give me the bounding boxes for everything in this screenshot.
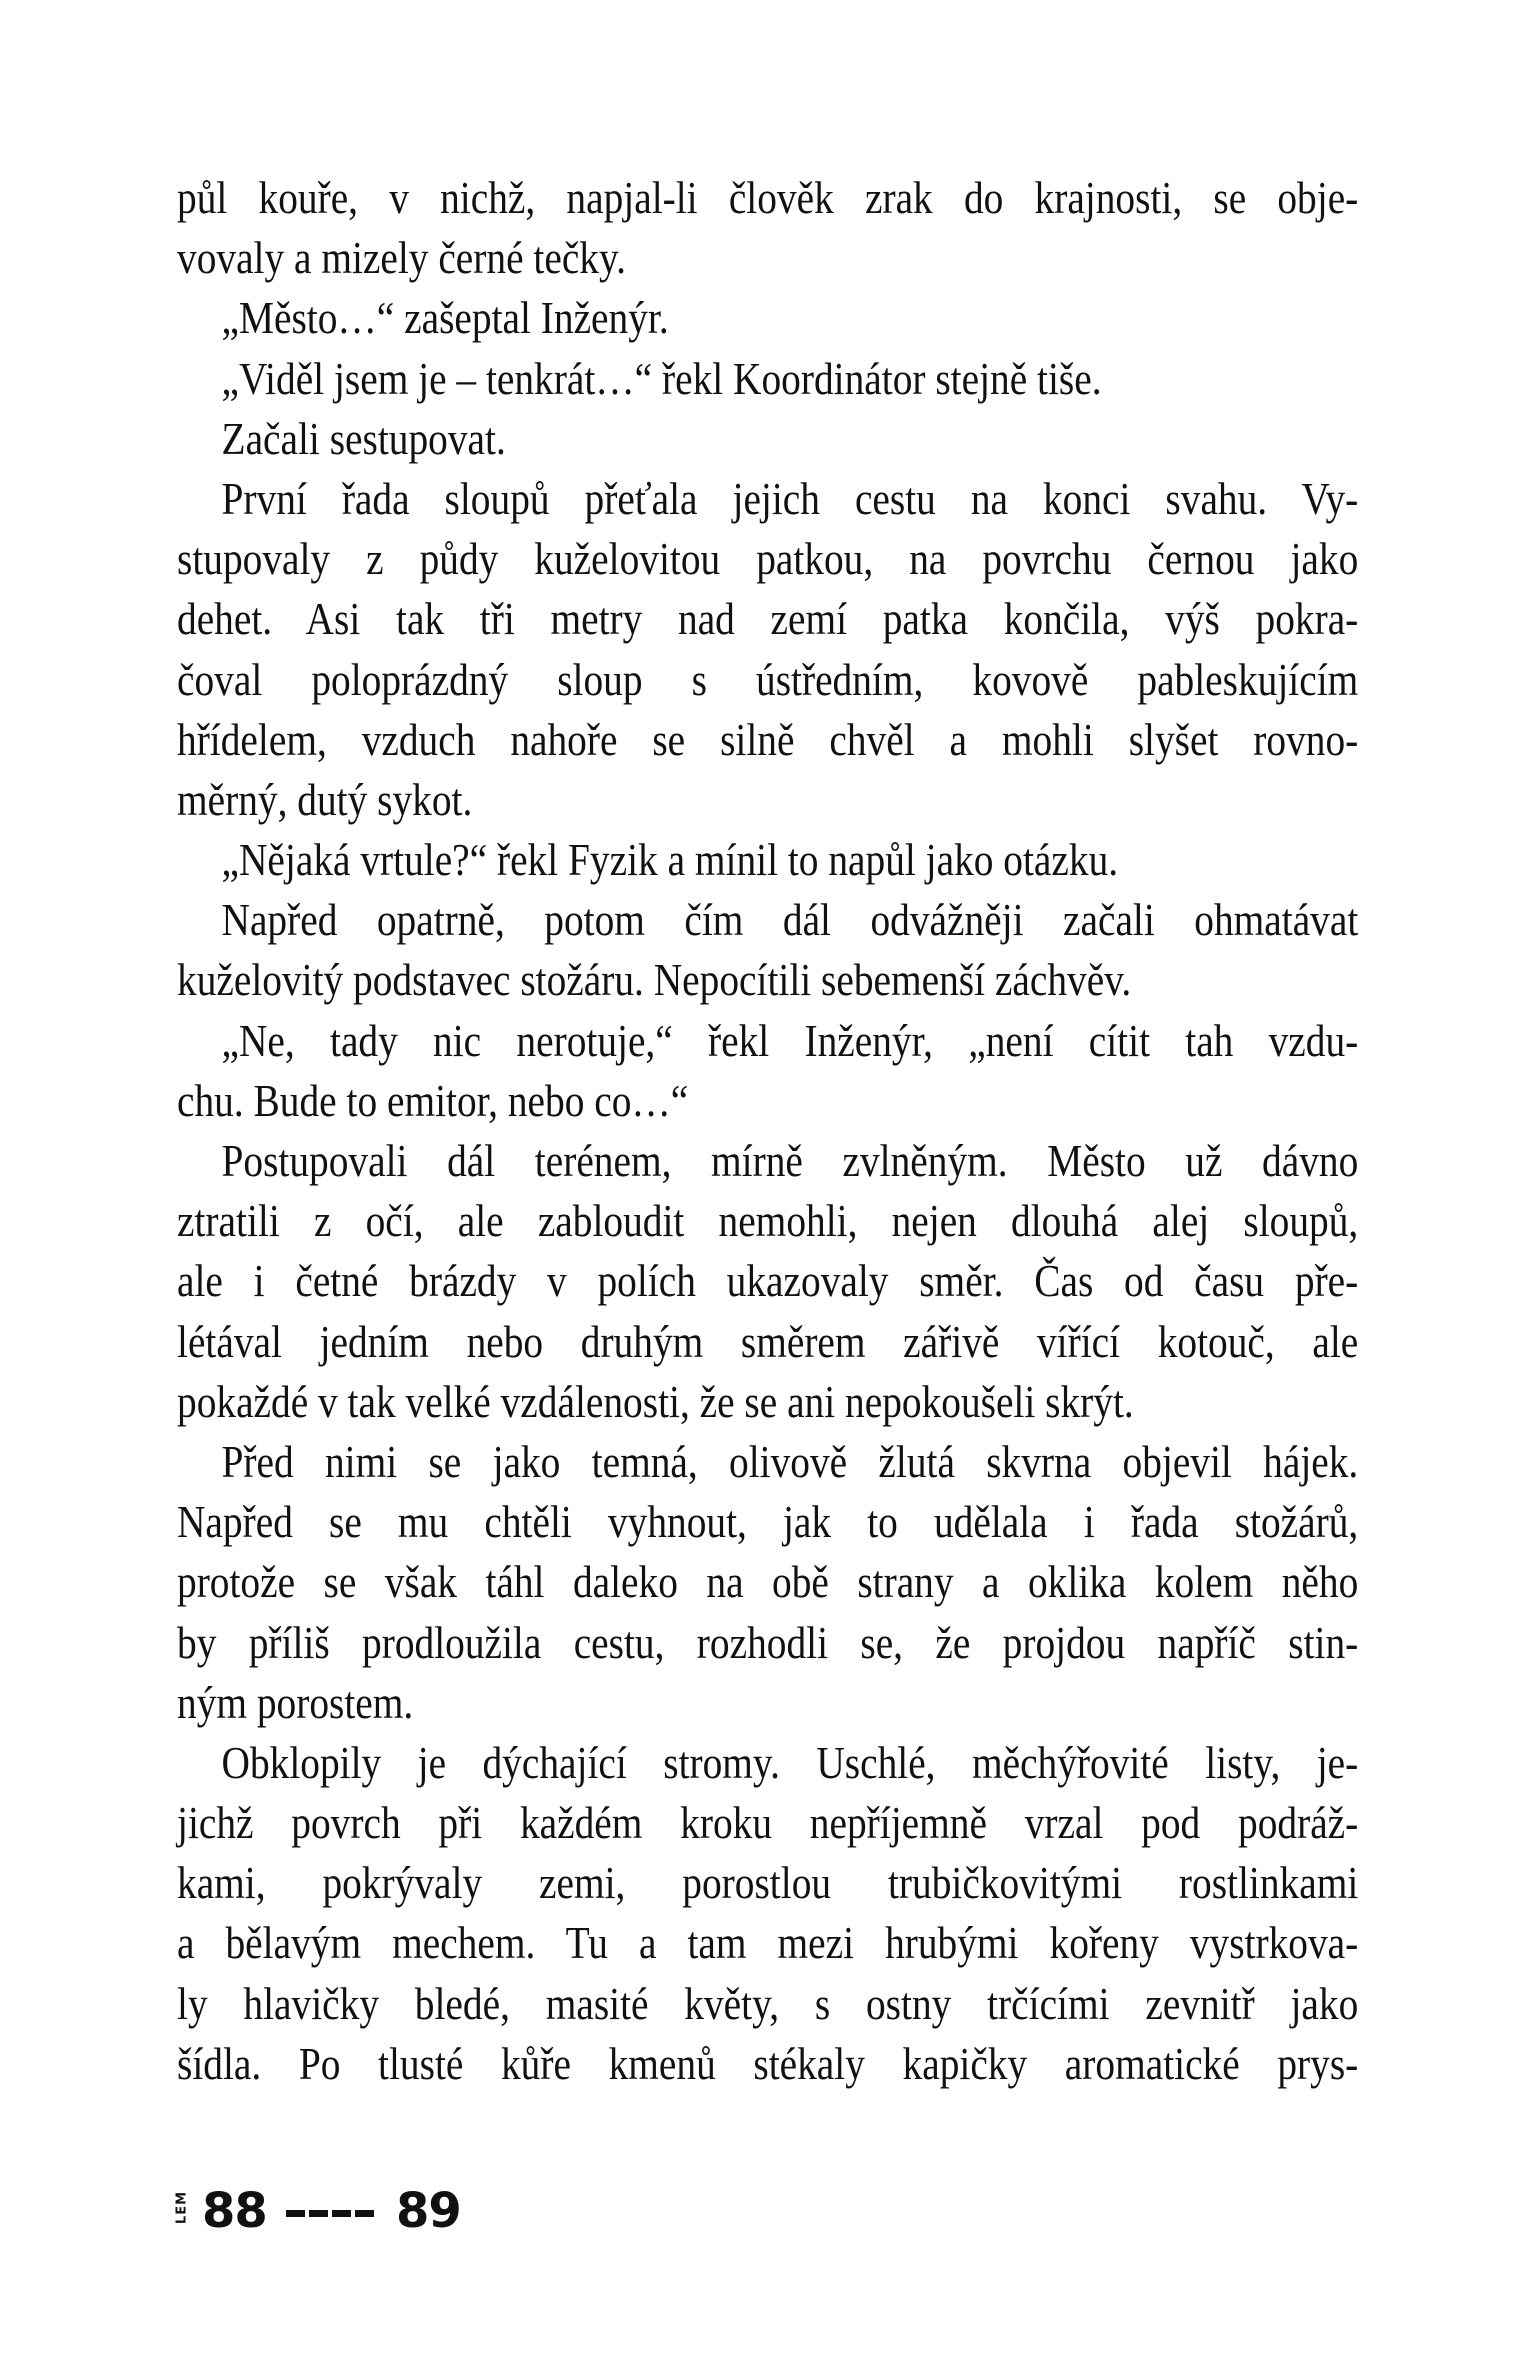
- text-line: „Město…“ zašeptal Inženýr.: [221, 292, 669, 344]
- text-line: protože se však táhl daleko na obě strany a oklika kolem něho: [177, 1556, 1359, 1608]
- text-line: půl kouře, v nichž, napjal-li člověk zrak do krajnosti, se obje-: [177, 172, 1359, 223]
- text-line: Napřed opatrně, potom čím dál odvážněji začali ohmatávat: [221, 894, 1359, 946]
- text-line: čoval poloprázdný sloup s ústředním, kovově pableskujícím: [177, 653, 1359, 705]
- text-line: a bělavým mechem. Tu a tam mezi hrubými kořeny vystrkova-: [177, 1917, 1359, 1969]
- text-line: jichž povrch při každém kroku nepříjemně vrzal pod podráž-: [177, 1797, 1359, 1849]
- text-line: šídla. Po tlusté kůře kmenů stékaly kapičky aromatické prys-: [177, 2037, 1359, 2089]
- text-line: Před nimi se jako temná, olivově žlutá skvrna objevil hájek.: [221, 1435, 1359, 1487]
- text-line: „Ne, tady nic nerotuje,“ řekl Inženýr, „není cítit tah vzdu-: [221, 1014, 1359, 1066]
- text-line: ným porostem.: [177, 1676, 414, 1728]
- text-line: létával jedním nebo druhým směrem zářivě vířící kotouč, ale: [177, 1315, 1359, 1367]
- text-line: ale i četné brázdy v polích ukazovaly směr. Čas od času pře-: [177, 1255, 1359, 1307]
- text-line: by příliš prodloužila cestu, rozhodli se, že projdou napříč stin-: [177, 1616, 1359, 1668]
- text-line: chu. Bude to emitor, nebo co…“: [177, 1074, 689, 1126]
- page-number-right: 89: [396, 2183, 461, 2239]
- text-line: Postupovali dál terénem, mírně zvlněným. Město už dávno: [221, 1135, 1359, 1186]
- text-line: První řada sloupů přeťala jejich cestu na konci svahu. Vy-: [221, 472, 1359, 524]
- text-line: ly hlavičky bledé, masité květy, s ostny trčícími zevnitř jako: [177, 1977, 1359, 2029]
- body-text: [177, 168, 1358, 2094]
- text-line: Obklopily je dýchající stromy. Uschlé, měchýřovité listy, je-: [221, 1736, 1359, 1788]
- text-line: stupovaly z půdy kuželovitou patkou, na povrchu černou jako: [177, 533, 1359, 585]
- text-line: ztratili z očí, ale zabloudit nemohli, nejen dlouhá alej sloupů,: [177, 1195, 1359, 1247]
- text-line: pokaždé v tak velké vzdálenosti, že se ani nepokoušeli skrýt.: [177, 1375, 1134, 1427]
- text-line: Začali sestupovat.: [221, 412, 506, 464]
- text-line: „Nějaká vrtule?“ řekl Fyzik a mínil to napůl jako otázku.: [221, 834, 1119, 886]
- page-separator: [286, 2210, 374, 2217]
- author-label: LEM: [174, 2190, 190, 2225]
- text-line: vovaly a mizely černé tečky.: [177, 232, 626, 284]
- text-line: „Viděl jsem je – tenkrát…“ řekl Koordinátor stejně tiše.: [221, 352, 1102, 404]
- text-line: kuželovitý podstavec stožáru. Nepocítili sebemenší záchvěv.: [177, 954, 1132, 1006]
- text-line: kami, pokrývaly zemi, porostlou trubičkovitými rostlinkami: [177, 1857, 1359, 1909]
- text-line: měrný, dutý sykot.: [177, 773, 473, 825]
- page-number-left: 88: [202, 2183, 267, 2239]
- text-line: dehet. Asi tak tři metry nad zemí patka končila, výš pokra-: [177, 593, 1359, 645]
- text-line: Napřed se mu chtěli vyhnout, jak to udělala i řada stožárů,: [177, 1496, 1359, 1548]
- text-line: hřídelem, vzduch nahoře se silně chvěl a mohli slyšet rovno-: [177, 713, 1359, 765]
